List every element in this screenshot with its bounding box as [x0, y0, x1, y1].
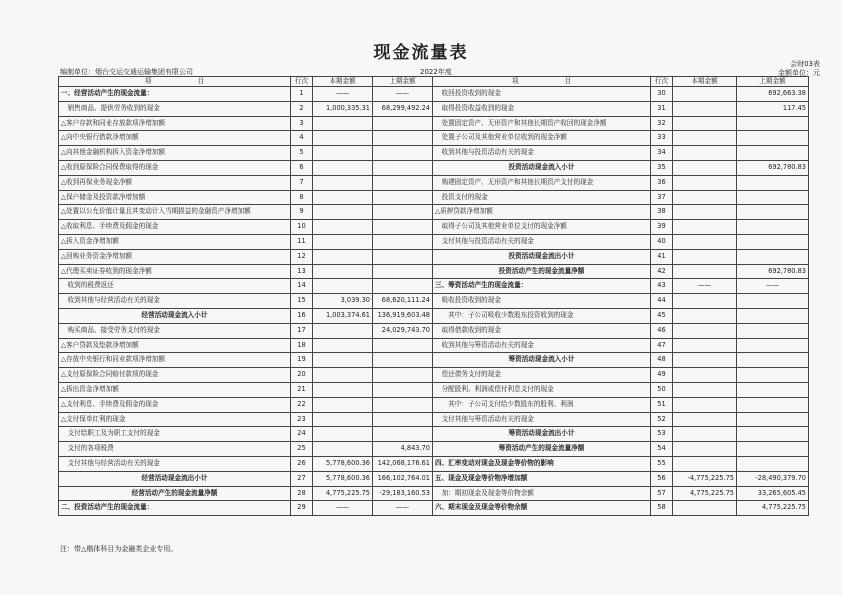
left-item-label: △客户存款和同业存放款项净增加额 — [59, 116, 291, 131]
table-row — [59, 146, 809, 161]
left-item-label: △支付利息、手续费及佣金的现金 — [59, 397, 291, 412]
left-item-label: △收到再保业务现金净额 — [59, 175, 291, 190]
left-item-label: △收到原保险合同保费取得的现金 — [59, 160, 291, 175]
left-line-number: 18 — [291, 338, 313, 353]
left-item-label: 收到其他与经营活动有关的现金 — [59, 294, 291, 309]
right-line-number: 31 — [651, 101, 673, 116]
right-item-label: 其中：子公司支付给少数股东的股利、利润 — [433, 397, 651, 412]
table-row — [59, 234, 809, 249]
right-line-number: 33 — [651, 131, 673, 146]
table-row — [59, 338, 809, 353]
form-code: 会财03表 — [790, 60, 820, 68]
table-row — [59, 190, 809, 205]
table-row — [59, 323, 809, 338]
left-line-number: 16 — [291, 308, 313, 323]
currency-unit: 金额单位：元 — [778, 69, 820, 77]
right-prior-amount — [737, 456, 809, 471]
left-line-number: 13 — [291, 264, 313, 279]
left-prior-amount — [373, 264, 433, 279]
right-line-number: 53 — [651, 427, 673, 442]
table-row — [59, 205, 809, 220]
table-row — [59, 131, 809, 146]
right-current-amount — [673, 205, 737, 220]
left-prior-amount: 142,068,176.61 — [373, 456, 433, 471]
left-line-number: 17 — [291, 323, 313, 338]
left-item-label: △客户贷款及垫款净增加额 — [59, 338, 291, 353]
left-item-label: △存放中央银行和同业款项净增加额 — [59, 353, 291, 368]
right-item-label: 筹资活动现金流入小计 — [433, 353, 651, 368]
table-row — [59, 471, 809, 486]
right-current-amount — [673, 101, 737, 116]
left-line-number: 23 — [291, 412, 313, 427]
right-current-amount — [673, 397, 737, 412]
right-item-label: 四、汇率变动对现金及现金等价物的影响 — [433, 456, 651, 471]
left-item-label: △处置以公允价值计量且其变动计入当期损益的金融资产净增加额 — [59, 205, 291, 220]
right-prior-amount: 692,780.83 — [737, 160, 809, 175]
header-item-right: 项 目 — [433, 77, 651, 87]
right-line-number: 47 — [651, 338, 673, 353]
right-current-amount — [673, 131, 737, 146]
right-prior-amount — [737, 382, 809, 397]
table-row — [59, 486, 809, 501]
right-line-number: 51 — [651, 397, 673, 412]
left-line-number: 5 — [291, 146, 313, 161]
right-prior-amount — [737, 190, 809, 205]
left-current-amount — [313, 338, 373, 353]
left-prior-amount — [373, 146, 433, 161]
left-current-amount: —— — [313, 87, 373, 102]
left-item-label: 支付其他与经营活动有关的现金 — [59, 456, 291, 471]
right-current-amount — [673, 442, 737, 457]
left-prior-amount — [373, 175, 433, 190]
table-row — [59, 220, 809, 235]
right-item-label: 投资活动产生的现金流量净额 — [433, 264, 651, 279]
left-prior-amount — [373, 234, 433, 249]
left-item-label: 一、经营活动产生的现金流量： — [59, 87, 291, 102]
left-prior-amount — [373, 190, 433, 205]
left-current-amount — [313, 382, 373, 397]
left-prior-amount — [373, 220, 433, 235]
left-line-number: 3 — [291, 116, 313, 131]
left-current-amount: 1,003,374.61 — [313, 308, 373, 323]
left-current-amount — [313, 353, 373, 368]
right-line-number: 55 — [651, 456, 673, 471]
table-row — [59, 160, 809, 175]
left-item-label: 二、投资活动产生的现金流量： — [59, 501, 291, 516]
left-prior-amount — [373, 249, 433, 264]
right-item-label: 收回投资收到的现金 — [433, 87, 651, 102]
left-line-number: 25 — [291, 442, 313, 457]
right-line-number: 34 — [651, 146, 673, 161]
left-line-number: 15 — [291, 294, 313, 309]
left-prior-amount: —— — [373, 501, 433, 516]
left-prior-amount: 24,029,743.70 — [373, 323, 433, 338]
left-current-amount: 1,000,335.31 — [313, 101, 373, 116]
header-line-no-left: 行次 — [291, 77, 313, 87]
left-line-number: 14 — [291, 279, 313, 294]
left-current-amount — [313, 412, 373, 427]
right-current-amount — [673, 323, 737, 338]
right-item-label: 投资活动现金流出小计 — [433, 249, 651, 264]
left-current-amount — [313, 220, 373, 235]
table-row — [59, 294, 809, 309]
left-line-number: 9 — [291, 205, 313, 220]
right-line-number: 46 — [651, 323, 673, 338]
table-row — [59, 308, 809, 323]
left-prior-amount — [373, 279, 433, 294]
left-line-number: 27 — [291, 471, 313, 486]
table-row — [59, 442, 809, 457]
header-current-right: 本期金额 — [673, 77, 737, 87]
left-item-label: 购买商品、接受劳务支付的现金 — [59, 323, 291, 338]
left-line-number: 1 — [291, 87, 313, 102]
right-item-label: 支付其他与筹资活动有关的现金 — [433, 412, 651, 427]
right-current-amount — [673, 501, 737, 516]
right-current-amount — [673, 160, 737, 175]
left-current-amount — [313, 397, 373, 412]
right-line-number: 41 — [651, 249, 673, 264]
right-current-amount — [673, 338, 737, 353]
left-prior-amount — [373, 382, 433, 397]
table-row — [59, 353, 809, 368]
table-row — [59, 116, 809, 131]
left-line-number: 29 — [291, 501, 313, 516]
right-line-number: 35 — [651, 160, 673, 175]
left-item-label: 销售商品、提供劳务收到的现金 — [59, 101, 291, 116]
table-header-row — [59, 77, 809, 87]
left-current-amount — [313, 368, 373, 383]
table-row — [59, 501, 809, 516]
table-row — [59, 382, 809, 397]
left-line-number: 19 — [291, 353, 313, 368]
right-current-amount — [673, 368, 737, 383]
right-prior-amount: -28,490,379.70 — [737, 471, 809, 486]
right-line-number: 39 — [651, 220, 673, 235]
right-item-label: 六、期末现金及现金等价物余额 — [433, 501, 651, 516]
left-item-label: 经营活动现金流入小计 — [59, 308, 291, 323]
left-item-label: 支付的各项税费 — [59, 442, 291, 457]
right-current-amount — [673, 220, 737, 235]
left-line-number: 10 — [291, 220, 313, 235]
left-prior-amount — [373, 427, 433, 442]
right-item-label: 其中：子公司吸收少数股东投资收到的现金 — [433, 308, 651, 323]
right-item-label: 偿还债务支付的现金 — [433, 368, 651, 383]
table-row — [59, 456, 809, 471]
left-current-amount — [313, 160, 373, 175]
right-prior-amount — [737, 220, 809, 235]
table-row — [59, 264, 809, 279]
right-current-amount — [673, 353, 737, 368]
left-line-number: 26 — [291, 456, 313, 471]
right-prior-amount — [737, 308, 809, 323]
right-current-amount — [673, 87, 737, 102]
left-current-amount: —— — [313, 501, 373, 516]
right-line-number: 38 — [651, 205, 673, 220]
table-row — [59, 249, 809, 264]
left-prior-amount — [373, 116, 433, 131]
right-prior-amount — [737, 412, 809, 427]
left-current-amount — [313, 146, 373, 161]
right-item-label: 吸收投资收到的现金 — [433, 294, 651, 309]
right-line-number: 54 — [651, 442, 673, 457]
left-item-label: △拆入资金净增加额 — [59, 234, 291, 249]
right-prior-amount: 117.45 — [737, 101, 809, 116]
right-line-number: 52 — [651, 412, 673, 427]
left-current-amount — [313, 175, 373, 190]
right-current-amount — [673, 249, 737, 264]
header-item-left: 项 目 — [59, 77, 291, 87]
right-current-amount — [673, 116, 737, 131]
right-prior-amount — [737, 131, 809, 146]
table-row — [59, 279, 809, 294]
right-prior-amount: 4,775,225.75 — [737, 501, 809, 516]
right-prior-amount — [737, 427, 809, 442]
right-item-label: 三、筹资活动产生的现金流量： — [433, 279, 651, 294]
left-line-number: 6 — [291, 160, 313, 175]
left-current-amount — [313, 427, 373, 442]
left-prior-amount — [373, 397, 433, 412]
right-item-label: 筹资活动产生的现金流量净额 — [433, 442, 651, 457]
right-item-label: 分配股利、利润或偿付利息支付的现金 — [433, 382, 651, 397]
right-current-amount: 4,775,225.75 — [673, 486, 737, 501]
left-current-amount: 5,778,600.36 — [313, 471, 373, 486]
left-line-number: 11 — [291, 234, 313, 249]
right-item-label: 处置固定资产、无形资产和其他长期资产收回的现金净额 — [433, 116, 651, 131]
left-prior-amount: 4,843.70 — [373, 442, 433, 457]
table-row — [59, 427, 809, 442]
left-current-amount — [313, 442, 373, 457]
right-item-label: 投资活动现金流入小计 — [433, 160, 651, 175]
right-current-amount — [673, 146, 737, 161]
right-item-label: 收到其他与筹资活动有关的现金 — [433, 338, 651, 353]
header-line-no-right: 行次 — [651, 77, 673, 87]
right-item-label: 支付其他与投资活动有关的现金 — [433, 234, 651, 249]
right-prior-amount — [737, 249, 809, 264]
right-item-label: 收到其他与投资活动有关的现金 — [433, 146, 651, 161]
left-item-label: △保户储金及投资款净增加额 — [59, 190, 291, 205]
left-prior-amount — [373, 412, 433, 427]
left-current-amount — [313, 205, 373, 220]
right-current-amount — [673, 382, 737, 397]
right-line-number: 48 — [651, 353, 673, 368]
right-current-amount — [673, 234, 737, 249]
left-item-label: △拆出资金净增加额 — [59, 382, 291, 397]
left-current-amount — [313, 190, 373, 205]
left-line-number: 24 — [291, 427, 313, 442]
right-prior-amount — [737, 205, 809, 220]
right-current-amount — [673, 264, 737, 279]
left-item-label: △支付原保险合同赔付款项的现金 — [59, 368, 291, 383]
left-item-label: 收到的税费返还 — [59, 279, 291, 294]
report-title: 现金流量表 — [373, 43, 469, 63]
right-line-number: 57 — [651, 486, 673, 501]
header-current-left: 本期金额 — [313, 77, 373, 87]
right-prior-amount — [737, 397, 809, 412]
report-period: 2022年度 — [420, 68, 452, 76]
left-line-number: 2 — [291, 101, 313, 116]
table-row — [59, 368, 809, 383]
left-prior-amount — [373, 338, 433, 353]
left-item-label: 经营活动现金流出小计 — [59, 471, 291, 486]
left-current-amount — [313, 249, 373, 264]
right-current-amount: —— — [673, 279, 737, 294]
right-prior-amount: 692,780.83 — [737, 264, 809, 279]
left-prior-amount: 166,102,764.01 — [373, 471, 433, 486]
right-item-label: 取得子公司及其他营业单位支付的现金净额 — [433, 220, 651, 235]
right-prior-amount — [737, 338, 809, 353]
left-prior-amount — [373, 353, 433, 368]
right-item-label: 购建固定资产、无形资产和其他长期资产支付的现金 — [433, 175, 651, 190]
right-line-number: 44 — [651, 294, 673, 309]
footnote: 注：带△楷体科目为金融类企业专用。 — [60, 545, 178, 553]
right-current-amount — [673, 190, 737, 205]
right-line-number: 56 — [651, 471, 673, 486]
right-prior-amount — [737, 323, 809, 338]
right-item-label: 投资支付的现金 — [433, 190, 651, 205]
left-current-amount — [313, 264, 373, 279]
left-item-label: 支付给职工及为职工支付的现金 — [59, 427, 291, 442]
left-current-amount — [313, 234, 373, 249]
left-prior-amount: 68,620,111.24 — [373, 294, 433, 309]
right-current-amount — [673, 412, 737, 427]
left-line-number: 28 — [291, 486, 313, 501]
right-prior-amount — [737, 353, 809, 368]
right-current-amount — [673, 456, 737, 471]
right-item-label: 筹资活动现金流出小计 — [433, 427, 651, 442]
left-current-amount — [313, 131, 373, 146]
cash-flow-table — [58, 76, 809, 516]
left-current-amount — [313, 323, 373, 338]
right-current-amount — [673, 294, 737, 309]
right-prior-amount — [737, 146, 809, 161]
left-item-label: △收取利息、手续费及佣金的现金 — [59, 220, 291, 235]
right-line-number: 50 — [651, 382, 673, 397]
left-item-label: △回购业务资金净增加额 — [59, 249, 291, 264]
right-line-number: 30 — [651, 87, 673, 102]
header-prior-right: 上期金额 — [737, 77, 809, 87]
right-line-number: 43 — [651, 279, 673, 294]
right-item-label: 加：期初现金及现金等价物余额 — [433, 486, 651, 501]
right-item-label: △质押贷款净增加额 — [433, 205, 651, 220]
right-line-number: 58 — [651, 501, 673, 516]
left-item-label: 经营活动产生的现金流量净额 — [59, 486, 291, 501]
right-current-amount — [673, 427, 737, 442]
left-line-number: 22 — [291, 397, 313, 412]
right-line-number: 32 — [651, 116, 673, 131]
left-prior-amount: 136,919,603.48 — [373, 308, 433, 323]
left-current-amount: 5,778,600.36 — [313, 456, 373, 471]
left-item-label: △代理买卖证券收到的现金净额 — [59, 264, 291, 279]
left-current-amount: 4,775,225.75 — [313, 486, 373, 501]
right-line-number: 45 — [651, 308, 673, 323]
left-prior-amount — [373, 205, 433, 220]
right-line-number: 37 — [651, 190, 673, 205]
left-prior-amount: —— — [373, 87, 433, 102]
reporting-entity: 编制单位：烟台交运交通运输集团有限公司 — [60, 68, 193, 76]
left-line-number: 21 — [291, 382, 313, 397]
table-row — [59, 175, 809, 190]
header-prior-left: 上期金额 — [373, 77, 433, 87]
left-prior-amount: 68,299,492.24 — [373, 101, 433, 116]
left-prior-amount: -29,183,160.53 — [373, 486, 433, 501]
table-row — [59, 87, 809, 102]
right-prior-amount — [737, 116, 809, 131]
right-item-label: 取得借款收到的现金 — [433, 323, 651, 338]
right-current-amount: -4,775,225.75 — [673, 471, 737, 486]
left-line-number: 4 — [291, 131, 313, 146]
left-prior-amount — [373, 131, 433, 146]
table-row — [59, 397, 809, 412]
left-item-label: △向中央银行借款净增加额 — [59, 131, 291, 146]
left-line-number: 12 — [291, 249, 313, 264]
left-item-label: △向其他金融机构拆入资金净增加额 — [59, 146, 291, 161]
right-prior-amount: 692,663.38 — [737, 87, 809, 102]
right-item-label: 取得投资收益收到的现金 — [433, 101, 651, 116]
right-prior-amount — [737, 294, 809, 309]
right-item-label: 处置子公司及其他营业单位收到的现金净额 — [433, 131, 651, 146]
right-prior-amount — [737, 175, 809, 190]
left-current-amount — [313, 279, 373, 294]
left-prior-amount — [373, 160, 433, 175]
right-line-number: 36 — [651, 175, 673, 190]
left-line-number: 8 — [291, 190, 313, 205]
left-item-label: △支付保单红利的现金 — [59, 412, 291, 427]
right-prior-amount — [737, 368, 809, 383]
left-current-amount — [313, 116, 373, 131]
left-current-amount: 3,039.30 — [313, 294, 373, 309]
left-line-number: 20 — [291, 368, 313, 383]
right-line-number: 40 — [651, 234, 673, 249]
left-line-number: 7 — [291, 175, 313, 190]
right-prior-amount — [737, 442, 809, 457]
table-row — [59, 101, 809, 116]
right-prior-amount: —— — [737, 279, 809, 294]
right-line-number: 49 — [651, 368, 673, 383]
right-current-amount — [673, 308, 737, 323]
right-item-label: 五、现金及现金等价物净增加额 — [433, 471, 651, 486]
right-prior-amount: 33,265,605.45 — [737, 486, 809, 501]
right-current-amount — [673, 175, 737, 190]
left-prior-amount — [373, 368, 433, 383]
right-prior-amount — [737, 234, 809, 249]
right-line-number: 42 — [651, 264, 673, 279]
table-row — [59, 412, 809, 427]
